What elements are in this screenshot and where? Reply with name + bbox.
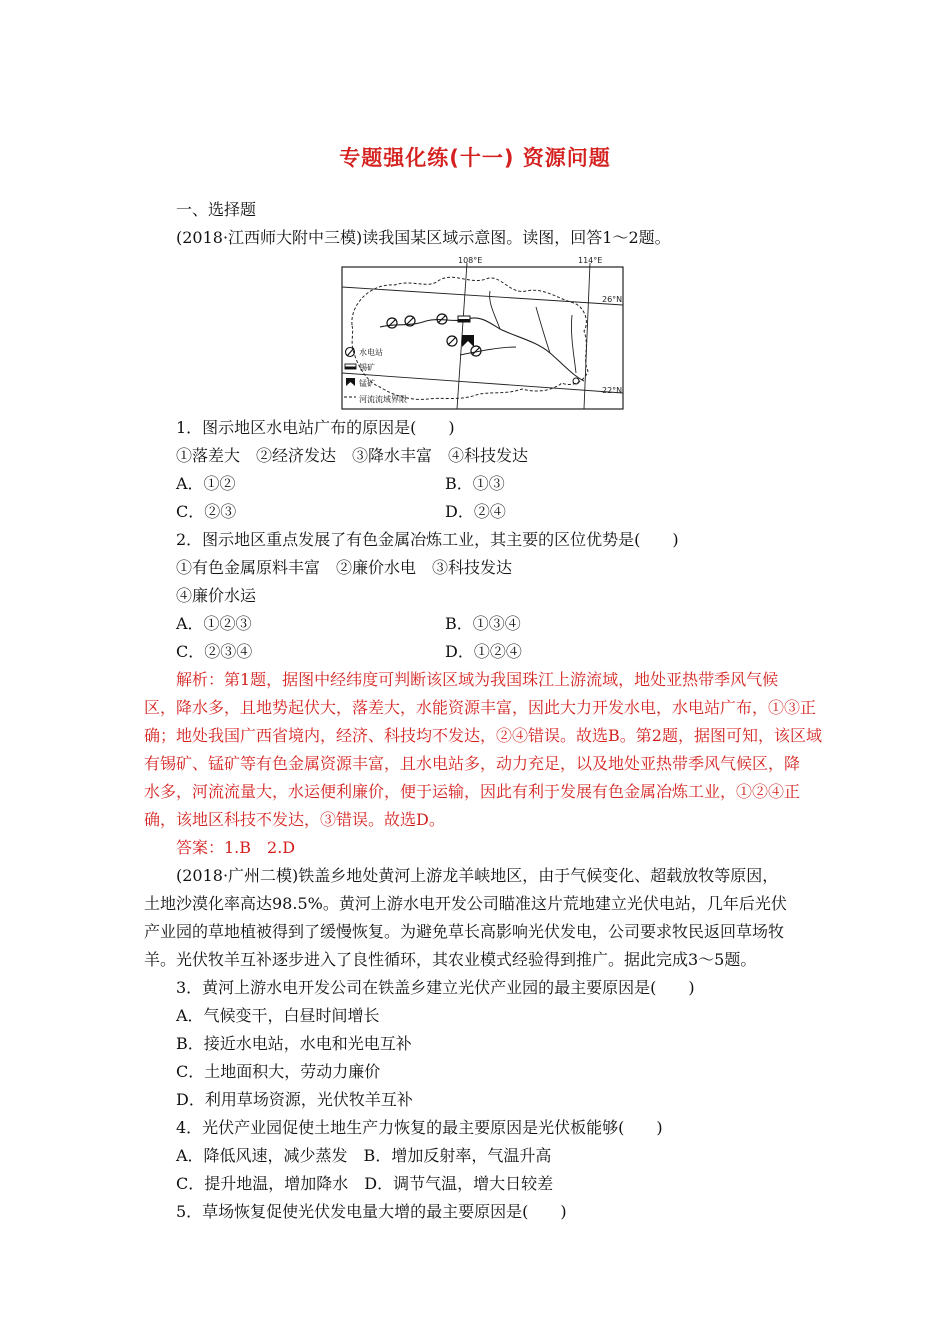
q2-choice-a: A．①②③ xyxy=(176,614,252,633)
map-frame xyxy=(342,267,623,409)
q2-stem: 2．图示地区重点发展了有色金属冶炼工业，其主要的区位优势是( ) xyxy=(176,530,679,549)
intro2-line-3: 产业园的草地植被得到了缓慢恢复。为避免草长高影响光伏发电，公司要求牧民返回草场牧 xyxy=(144,922,785,941)
analysis-line-2: 区，降水多，且地势起伏大，落差大，水能资源丰富，因此大力开发水电，水电站广布，①③正 xyxy=(144,698,817,717)
q1-options: ①落差大 ②经济发达 ③降水丰富 ④科技发达 xyxy=(176,446,529,465)
q1-choice-a: A．①② xyxy=(176,474,236,493)
q4-choices-ab: A．降低风速，减少蒸发 B．增加反射率，气温升高 xyxy=(176,1146,552,1165)
intro2-line-2: 土地沙漠化率高达98.5%。黄河上游水电开发公司瞄准这片荒地建立光伏电站，几年后光伏 xyxy=(144,894,787,913)
q2-options-1: ①有色金属原料丰富 ②廉价水电 ③科技发达 xyxy=(176,558,513,577)
section-heading: 一、选择题 xyxy=(176,200,257,219)
q3-choice-b: B．接近水电站，水电和光电互补 xyxy=(176,1034,412,1053)
answer-line: 答案：1.B 2.D xyxy=(176,838,296,857)
legend-basin-boundary: 河流流域界限 xyxy=(359,395,407,404)
question-intro-1-2: (2018·江西师大附中三模)读我国某区域示意图。读图，回答1～2题。 xyxy=(176,228,671,247)
tributary-3 xyxy=(571,315,576,373)
q3-choice-d: D．利用草场资源，光伏牧羊互补 xyxy=(176,1090,413,1109)
intro2-line-4: 羊。光伏牧羊互补逐步进入了良性循环，其农业模式经验得到推广。据此完成3～5题。 xyxy=(144,950,757,969)
main-river xyxy=(380,318,584,381)
q2-choice-b: B．①③④ xyxy=(445,614,521,633)
q1-choice-d: D．②④ xyxy=(445,502,506,521)
q2-choice-d: D．①②④ xyxy=(445,642,522,661)
region-map xyxy=(340,255,628,413)
legend-hydropower: 水电站 xyxy=(359,348,383,357)
q1-choice-b: B．①③ xyxy=(445,474,505,493)
manganese-mine-icon xyxy=(462,335,474,347)
analysis-line-3: 确；地处我国广西省境内，经济、科技均不发达，②④错误。故选B。第2题，据图可知，该区域 xyxy=(144,726,822,745)
q2-choice-c: C．②③④ xyxy=(176,642,253,661)
analysis-line-5: 水多，河流流量大，水运便利廉价，便于运输，因此有利于发展有色金属冶炼工业，①②④正 xyxy=(144,782,801,801)
longitude-114 xyxy=(584,263,590,409)
analysis-line-4: 有锡矿、锰矿等有色金属资源丰富，且水电站多，动力充足，以及地处亚热带季风气候区，降 xyxy=(144,754,801,773)
intro2-line-1: (2018·广州二模)铁盖乡地处黄河上游龙羊峡地区，由于气候变化、超载放牧等原因， xyxy=(176,866,779,885)
q1-choice-c: C．②③ xyxy=(176,502,237,521)
lat2-label: 22°N xyxy=(602,386,623,395)
page-title: 专题强化练(十一) 资源问题 xyxy=(339,146,611,170)
lat1-label: 26°N xyxy=(602,295,623,304)
q5-stem: 5．草场恢复促使光伏发电量大增的最主要原因是( ) xyxy=(176,1202,567,1221)
tin-mine-icon xyxy=(458,316,470,322)
city-marker xyxy=(573,378,579,384)
q4-stem: 4．光伏产业园促使土地生产力恢复的最主要原因是光伏板能够( ) xyxy=(176,1118,663,1137)
legend-manganese: 锰矿 xyxy=(359,379,375,388)
tributary-4 xyxy=(460,347,516,355)
q3-choice-c: C．土地面积大，劳动力廉价 xyxy=(176,1062,381,1081)
latitude-26 xyxy=(342,287,623,305)
q2-options-2: ④廉价水运 xyxy=(176,586,257,605)
analysis-line-6: 确，该地区科技不发达，③错误。故选D。 xyxy=(144,810,445,829)
q3-choice-a: A．气候变干，白昼时间增长 xyxy=(176,1006,380,1025)
q1-stem: 1．图示地区水电站广布的原因是( ) xyxy=(176,418,455,437)
lon2-label: 114°E xyxy=(578,256,603,265)
tributary-2 xyxy=(536,307,550,353)
q3-stem: 3．黄河上游水电开发公司在铁盖乡建立光伏产业园的最主要原因是( ) xyxy=(176,978,695,997)
analysis-line-1: 解析：第1题，据图中经纬度可判断该区域为我国珠江上游流域，地处亚热带季风气候 xyxy=(176,670,779,689)
q4-choices-cd: C．提升地温，增加降水 D．调节气温，增大日较差 xyxy=(176,1174,554,1193)
legend-tin: 锡矿 xyxy=(359,363,375,372)
lon1-label: 108°E xyxy=(458,256,483,265)
